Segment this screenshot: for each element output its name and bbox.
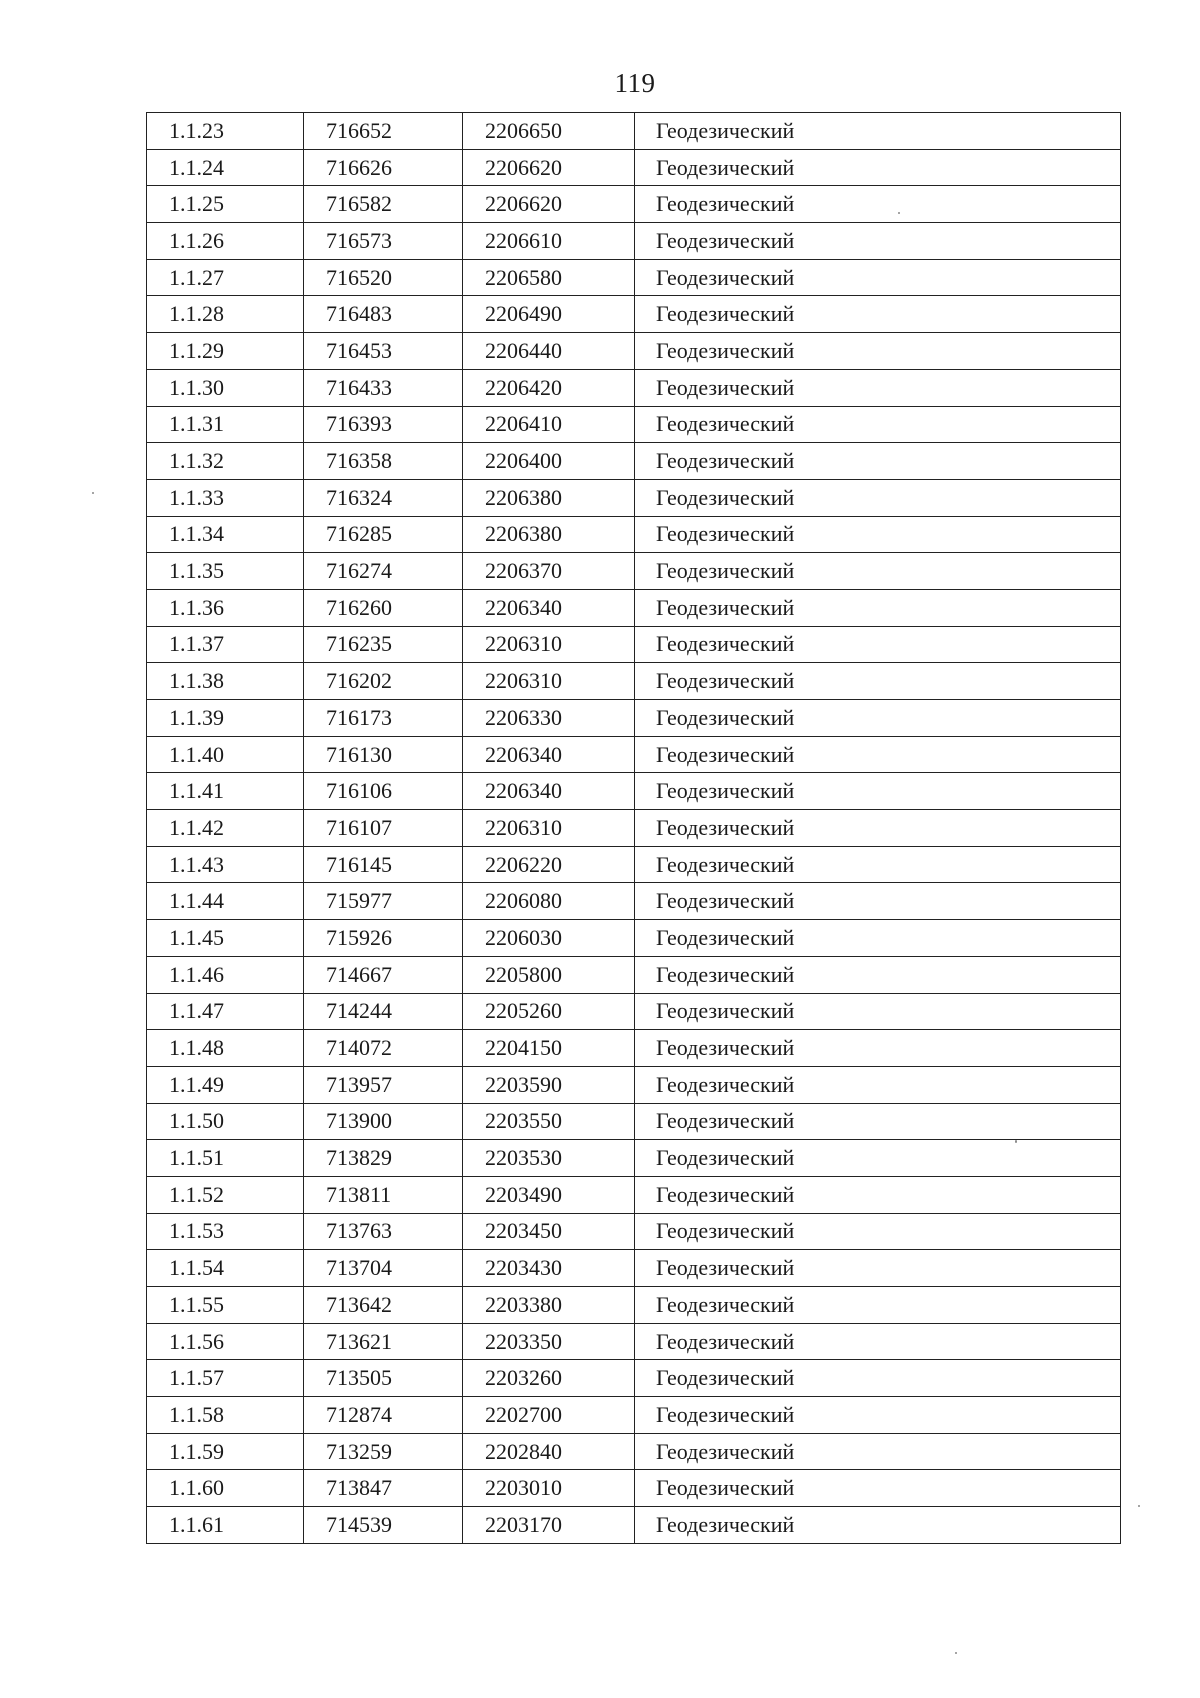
y-coordinate-cell: 2206490 — [463, 296, 635, 333]
table-row — [147, 1323, 1121, 1360]
y-coordinate-cell: 2206610 — [463, 223, 635, 260]
table-row — [147, 1287, 1121, 1324]
table-row — [147, 626, 1121, 663]
table-row — [147, 810, 1121, 847]
y-coordinate-cell: 2206310 — [463, 626, 635, 663]
x-coordinate-cell: 715926 — [304, 920, 463, 957]
y-coordinate-cell: 2202840 — [463, 1433, 635, 1470]
point-type-cell: Геодезический — [635, 700, 1121, 737]
point-type-cell: Геодезический — [635, 479, 1121, 516]
point-type-cell: Геодезический — [635, 1250, 1121, 1287]
y-coordinate-cell: 2203530 — [463, 1140, 635, 1177]
point-type-cell: Геодезический — [635, 773, 1121, 810]
x-coordinate-cell: 713621 — [304, 1323, 463, 1360]
x-coordinate-cell: 716145 — [304, 846, 463, 883]
x-coordinate-cell: 713847 — [304, 1470, 463, 1507]
y-coordinate-cell: 2203350 — [463, 1323, 635, 1360]
point-number-cell: 1.1.23 — [147, 113, 304, 150]
x-coordinate-cell: 714539 — [304, 1507, 463, 1544]
point-type-cell: Геодезический — [635, 369, 1121, 406]
y-coordinate-cell: 2206400 — [463, 443, 635, 480]
x-coordinate-cell: 716626 — [304, 149, 463, 186]
x-coordinate-cell: 713763 — [304, 1213, 463, 1250]
table-row — [147, 663, 1121, 700]
point-type-cell: Геодезический — [635, 810, 1121, 847]
point-type-cell: Геодезический — [635, 443, 1121, 480]
x-coordinate-cell: 713900 — [304, 1103, 463, 1140]
y-coordinate-cell: 2203170 — [463, 1507, 635, 1544]
table-row — [147, 259, 1121, 296]
point-type-cell: Геодезический — [635, 846, 1121, 883]
table-row — [147, 920, 1121, 957]
point-number-cell: 1.1.41 — [147, 773, 304, 810]
y-coordinate-cell: 2203430 — [463, 1250, 635, 1287]
table-row — [147, 1213, 1121, 1250]
table-row — [147, 700, 1121, 737]
table-row — [147, 1176, 1121, 1213]
point-number-cell: 1.1.28 — [147, 296, 304, 333]
y-coordinate-cell: 2203010 — [463, 1470, 635, 1507]
point-number-cell: 1.1.29 — [147, 333, 304, 370]
y-coordinate-cell: 2203380 — [463, 1287, 635, 1324]
point-number-cell: 1.1.60 — [147, 1470, 304, 1507]
table-row — [147, 1507, 1121, 1544]
table-row — [147, 1397, 1121, 1434]
x-coordinate-cell: 716573 — [304, 223, 463, 260]
x-coordinate-cell: 713829 — [304, 1140, 463, 1177]
table-row — [147, 1066, 1121, 1103]
point-number-cell: 1.1.53 — [147, 1213, 304, 1250]
table-row — [147, 1433, 1121, 1470]
y-coordinate-cell: 2206370 — [463, 553, 635, 590]
scan-speck — [898, 212, 900, 214]
point-number-cell: 1.1.49 — [147, 1066, 304, 1103]
y-coordinate-cell: 2206310 — [463, 810, 635, 847]
point-type-cell: Геодезический — [635, 1030, 1121, 1067]
x-coordinate-cell: 716358 — [304, 443, 463, 480]
point-number-cell: 1.1.61 — [147, 1507, 304, 1544]
y-coordinate-cell: 2203260 — [463, 1360, 635, 1397]
point-number-cell: 1.1.34 — [147, 516, 304, 553]
y-coordinate-cell: 2203450 — [463, 1213, 635, 1250]
table-row — [147, 589, 1121, 626]
x-coordinate-cell: 716130 — [304, 736, 463, 773]
y-coordinate-cell: 2203550 — [463, 1103, 635, 1140]
x-coordinate-cell: 716433 — [304, 369, 463, 406]
point-number-cell: 1.1.37 — [147, 626, 304, 663]
y-coordinate-cell: 2206380 — [463, 479, 635, 516]
x-coordinate-cell: 713704 — [304, 1250, 463, 1287]
y-coordinate-cell: 2206420 — [463, 369, 635, 406]
y-coordinate-cell: 2206650 — [463, 113, 635, 150]
x-coordinate-cell: 714244 — [304, 993, 463, 1030]
scan-speck — [1138, 1505, 1140, 1507]
y-coordinate-cell: 2206410 — [463, 406, 635, 443]
point-number-cell: 1.1.43 — [147, 846, 304, 883]
table-row — [147, 223, 1121, 260]
point-type-cell: Геодезический — [635, 883, 1121, 920]
x-coordinate-cell: 713505 — [304, 1360, 463, 1397]
point-number-cell: 1.1.48 — [147, 1030, 304, 1067]
x-coordinate-cell: 716274 — [304, 553, 463, 590]
x-coordinate-cell: 713259 — [304, 1433, 463, 1470]
y-coordinate-cell: 2206220 — [463, 846, 635, 883]
table-row — [147, 993, 1121, 1030]
point-type-cell: Геодезический — [635, 333, 1121, 370]
x-coordinate-cell: 712874 — [304, 1397, 463, 1434]
point-number-cell: 1.1.33 — [147, 479, 304, 516]
y-coordinate-cell: 2202700 — [463, 1397, 635, 1434]
table-row — [147, 406, 1121, 443]
point-number-cell: 1.1.27 — [147, 259, 304, 296]
table-row — [147, 773, 1121, 810]
point-type-cell: Геодезический — [635, 626, 1121, 663]
point-type-cell: Геодезический — [635, 1103, 1121, 1140]
point-number-cell: 1.1.35 — [147, 553, 304, 590]
x-coordinate-cell: 716107 — [304, 810, 463, 847]
table-row — [147, 113, 1121, 150]
point-type-cell: Геодезический — [635, 149, 1121, 186]
x-coordinate-cell: 715977 — [304, 883, 463, 920]
point-number-cell: 1.1.54 — [147, 1250, 304, 1287]
x-coordinate-cell: 716520 — [304, 259, 463, 296]
point-number-cell: 1.1.59 — [147, 1433, 304, 1470]
point-number-cell: 1.1.40 — [147, 736, 304, 773]
y-coordinate-cell: 2206620 — [463, 186, 635, 223]
y-coordinate-cell: 2206380 — [463, 516, 635, 553]
table-row — [147, 333, 1121, 370]
point-type-cell: Геодезический — [635, 1066, 1121, 1103]
x-coordinate-cell: 716483 — [304, 296, 463, 333]
point-type-cell: Геодезический — [635, 736, 1121, 773]
y-coordinate-cell: 2206580 — [463, 259, 635, 296]
scan-speck — [955, 1652, 957, 1654]
table-row — [147, 956, 1121, 993]
x-coordinate-cell: 716235 — [304, 626, 463, 663]
point-number-cell: 1.1.24 — [147, 149, 304, 186]
page-number: 119 — [614, 68, 656, 98]
y-coordinate-cell: 2205260 — [463, 993, 635, 1030]
table-row — [147, 443, 1121, 480]
point-type-cell: Геодезический — [635, 516, 1121, 553]
point-type-cell: Геодезический — [635, 1140, 1121, 1177]
point-number-cell: 1.1.42 — [147, 810, 304, 847]
point-type-cell: Геодезический — [635, 1507, 1121, 1544]
x-coordinate-cell: 716324 — [304, 479, 463, 516]
table-row — [147, 149, 1121, 186]
point-type-cell: Геодезический — [635, 920, 1121, 957]
point-number-cell: 1.1.36 — [147, 589, 304, 626]
y-coordinate-cell: 2206340 — [463, 736, 635, 773]
point-type-cell: Геодезический — [635, 663, 1121, 700]
point-type-cell: Геодезический — [635, 589, 1121, 626]
x-coordinate-cell: 713642 — [304, 1287, 463, 1324]
y-coordinate-cell: 2206080 — [463, 883, 635, 920]
y-coordinate-cell: 2206030 — [463, 920, 635, 957]
point-type-cell: Геодезический — [635, 223, 1121, 260]
x-coordinate-cell: 716582 — [304, 186, 463, 223]
y-coordinate-cell: 2204150 — [463, 1030, 635, 1067]
y-coordinate-cell: 2206340 — [463, 773, 635, 810]
x-coordinate-cell: 713811 — [304, 1176, 463, 1213]
table-row — [147, 736, 1121, 773]
x-coordinate-cell: 713957 — [304, 1066, 463, 1103]
table-row — [147, 516, 1121, 553]
table-row — [147, 369, 1121, 406]
point-type-cell: Геодезический — [635, 259, 1121, 296]
x-coordinate-cell: 714072 — [304, 1030, 463, 1067]
x-coordinate-cell: 716453 — [304, 333, 463, 370]
point-number-cell: 1.1.44 — [147, 883, 304, 920]
point-type-cell: Геодезический — [635, 113, 1121, 150]
table-row — [147, 1360, 1121, 1397]
table-row — [147, 296, 1121, 333]
point-type-cell: Геодезический — [635, 993, 1121, 1030]
point-number-cell: 1.1.55 — [147, 1287, 304, 1324]
point-number-cell: 1.1.39 — [147, 700, 304, 737]
point-number-cell: 1.1.45 — [147, 920, 304, 957]
table-row — [147, 186, 1121, 223]
x-coordinate-cell: 716260 — [304, 589, 463, 626]
point-type-cell: Геодезический — [635, 406, 1121, 443]
point-type-cell: Геодезический — [635, 553, 1121, 590]
point-type-cell: Геодезический — [635, 1470, 1121, 1507]
x-coordinate-cell: 716652 — [304, 113, 463, 150]
point-type-cell: Геодезический — [635, 296, 1121, 333]
point-number-cell: 1.1.56 — [147, 1323, 304, 1360]
point-type-cell: Геодезический — [635, 1397, 1121, 1434]
x-coordinate-cell: 716106 — [304, 773, 463, 810]
point-number-cell: 1.1.25 — [147, 186, 304, 223]
table-row — [147, 479, 1121, 516]
point-type-cell: Геодезический — [635, 186, 1121, 223]
table-row — [147, 846, 1121, 883]
y-coordinate-cell: 2206340 — [463, 589, 635, 626]
point-number-cell: 1.1.31 — [147, 406, 304, 443]
table-row — [147, 1470, 1121, 1507]
y-coordinate-cell: 2206620 — [463, 149, 635, 186]
point-type-cell: Геодезический — [635, 1176, 1121, 1213]
point-number-cell: 1.1.38 — [147, 663, 304, 700]
table-body — [147, 113, 1121, 1544]
x-coordinate-cell: 716173 — [304, 700, 463, 737]
point-type-cell: Геодезический — [635, 956, 1121, 993]
x-coordinate-cell: 716393 — [304, 406, 463, 443]
y-coordinate-cell: 2206440 — [463, 333, 635, 370]
table-row — [147, 1250, 1121, 1287]
scan-speck — [92, 492, 94, 494]
point-number-cell: 1.1.32 — [147, 443, 304, 480]
point-type-cell: Геодезический — [635, 1287, 1121, 1324]
point-number-cell: 1.1.51 — [147, 1140, 304, 1177]
table-row — [147, 1140, 1121, 1177]
y-coordinate-cell: 2203590 — [463, 1066, 635, 1103]
table-row — [147, 883, 1121, 920]
scan-speck — [1015, 1140, 1017, 1143]
y-coordinate-cell: 2205800 — [463, 956, 635, 993]
coordinates-table — [146, 112, 1121, 1544]
point-number-cell: 1.1.46 — [147, 956, 304, 993]
point-number-cell: 1.1.47 — [147, 993, 304, 1030]
point-type-cell: Геодезический — [635, 1323, 1121, 1360]
point-type-cell: Геодезический — [635, 1213, 1121, 1250]
point-number-cell: 1.1.26 — [147, 223, 304, 260]
point-number-cell: 1.1.50 — [147, 1103, 304, 1140]
point-number-cell: 1.1.57 — [147, 1360, 304, 1397]
y-coordinate-cell: 2203490 — [463, 1176, 635, 1213]
x-coordinate-cell: 716202 — [304, 663, 463, 700]
table-row — [147, 1103, 1121, 1140]
point-number-cell: 1.1.52 — [147, 1176, 304, 1213]
table-row — [147, 553, 1121, 590]
point-type-cell: Геодезический — [635, 1433, 1121, 1470]
y-coordinate-cell: 2206330 — [463, 700, 635, 737]
point-number-cell: 1.1.58 — [147, 1397, 304, 1434]
table-row — [147, 1030, 1121, 1067]
x-coordinate-cell: 716285 — [304, 516, 463, 553]
y-coordinate-cell: 2206310 — [463, 663, 635, 700]
x-coordinate-cell: 714667 — [304, 956, 463, 993]
point-number-cell: 1.1.30 — [147, 369, 304, 406]
point-type-cell: Геодезический — [635, 1360, 1121, 1397]
